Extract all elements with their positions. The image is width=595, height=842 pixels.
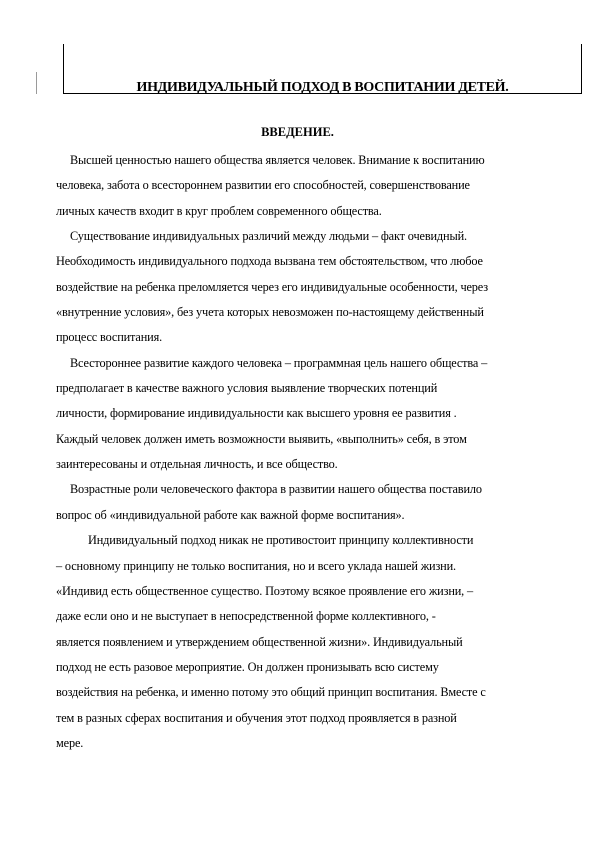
text-line: вопрос об «индивидуальной работе как важной форме воспитания». — [56, 507, 405, 522]
text-line: заинтересованы и отдельная личность, и все общество. — [56, 457, 338, 472]
text-line: личных качеств входит в круг проблем современного общества. — [56, 203, 382, 218]
text-line: «внутренние условия», без учета которых невозможен по-настоящему действенный — [56, 305, 484, 320]
text-line: личности, формирование индивидуальности как высшего уровня ее развития . — [56, 406, 457, 421]
text-line: Всестороннее развитие каждого человека – программная цель нашего общества – — [70, 355, 488, 370]
text-line: даже если оно и не выступает в непосредственной форме коллективного, - — [56, 609, 436, 624]
text-line: Высшей ценностью нашего общества является человек. Внимание к воспитанию — [70, 153, 485, 167]
text-line: человека, забота о всестороннем развитии его способностей, совершенствование — [56, 178, 470, 193]
margin-mark — [36, 72, 37, 94]
document-title: ИНДИВИДУАЛЬНЫЙ ПОДХОД В ВОСПИТАНИИ ДЕТЕЙ. — [136, 80, 509, 95]
text-line: Каждый человек должен иметь возможности выявить, «выполнить» себя, в этом — [56, 431, 467, 446]
text-line: Индивидуальный подход никак не противостоит принципу коллективности — [88, 533, 474, 548]
text-line: тем в разных сферах воспитания и обучения этот подход проявляется в разной — [56, 710, 457, 725]
text-line: воздействие на ребенка преломляется через его индивидуальные особенности, через — [56, 279, 488, 294]
text-line: процесс воспитания. — [56, 330, 163, 345]
text-line: «Индивид есть общественное существо. Поэтому всякое проявление его жизни, – — [56, 583, 474, 598]
text-line: Необходимость индивидуального подхода вызвана тем обстоятельством, что любое — [56, 254, 483, 269]
text-line: Возрастные роли человеческого фактора в развитии нашего общества поставило — [70, 482, 482, 497]
text-line: мере. — [56, 735, 84, 750]
body-text — [56, 148, 576, 756]
text-line: Существование индивидуальных различий между людьми – факт очевидный. — [70, 229, 467, 244]
text-line: предполагает в качестве важного условия выявление творческих потенций — [56, 381, 438, 396]
text-line: воздействия на ребенка, и именно потому это общий принцип воспитания. Вместе с — [56, 685, 486, 700]
text-line: подход не есть разовое мероприятие. Он должен пронизывать всю систему — [56, 659, 439, 674]
text-line: – основному принципу не только воспитания, но и всего уклада нашей жизни. — [56, 558, 456, 573]
section-heading: ВВЕДЕНИЕ. — [261, 125, 334, 139]
text-line: является появлением и утверждением общественной жизни». Индивидуальный — [56, 634, 463, 649]
title-frame — [63, 44, 582, 94]
